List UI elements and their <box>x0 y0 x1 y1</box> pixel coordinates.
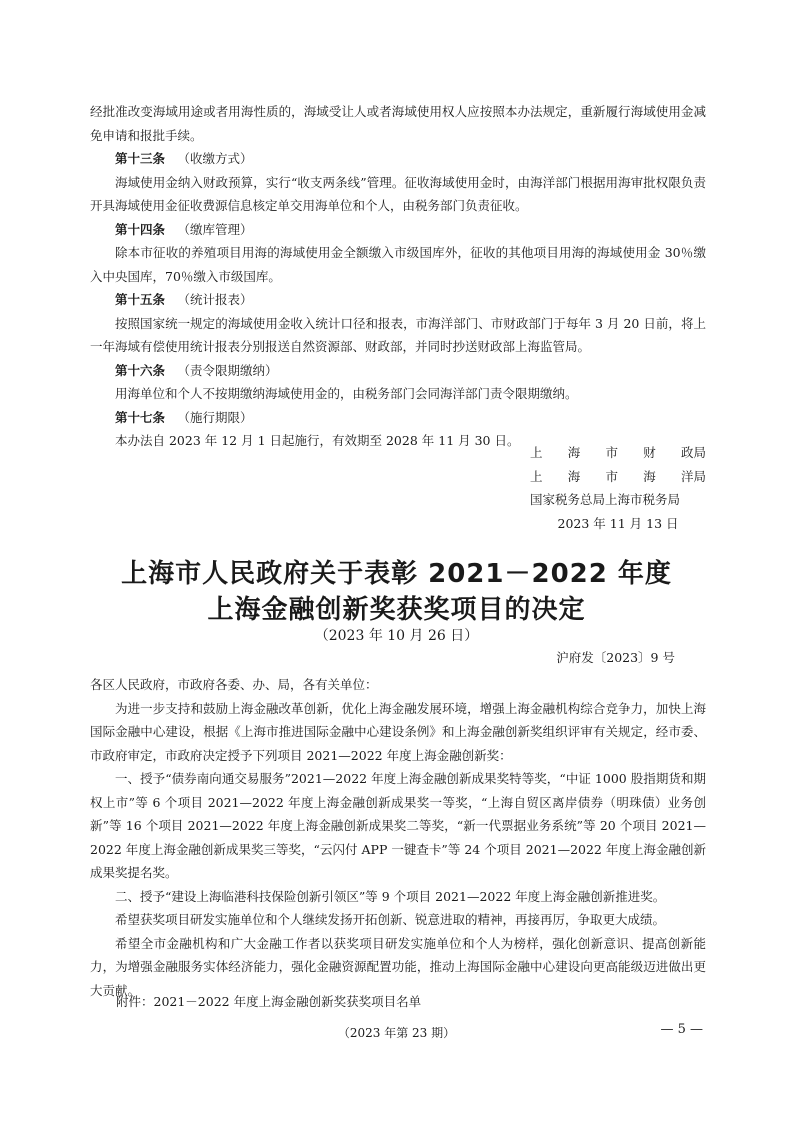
article-16-body: 用海单位和个人不按期缴纳海域使用金的，由税务部门会同海洋部门责令限期缴纳。 <box>115 386 578 401</box>
decision-date: （2023 年 10 月 26 日） <box>314 628 479 644</box>
decision-title-line-2: 上海金融创新奖获奖项目的决定 <box>207 595 586 625</box>
paragraph-carryover: 经批准改变海域用途或者用海性质的，海域受让人或者海域使用权人应按照本办法规定，重新履行海域使用金减免申请和报批手续。 <box>90 104 706 143</box>
article-13-heading: 第十三条 （收缴方式） <box>115 151 253 166</box>
article-16-heading: 第十六条 （责令限期缴纳） <box>115 362 278 378</box>
decision-body <box>90 673 706 1002</box>
article-17-body: 本办法自 2023 年 12 月 1 日起施行，有效期至 2028 年 11 月 30 日。 <box>115 433 520 448</box>
page-number: — 5 — <box>660 1022 703 1037</box>
paragraph-intro: 为进一步支持和鼓励上海金融改革创新，优化上海金融发展环境，增强上海金融机构综合竞争力，加快上海国际金融中心建设，根据《上海市推进国际金融中心建设条例》和上海金融创新奖组织评审有关规定，经市委、市政府审定，市政府决定授予下列项目 2021—2022 年度上海金融创新奖： <box>90 700 706 763</box>
article-15-heading: 第十五条 （统计报表） <box>115 292 253 307</box>
paragraph-hope-winners: 希望获奖项目研发实施单位和个人继续发扬开拓创新、锐意进取的精神，再接再厉，争取更大成绩。 <box>115 912 666 927</box>
document-number: 沪府发〔2023〕9 号 <box>556 650 675 665</box>
article-17-heading: 第十七条 （施行期限） <box>115 409 253 425</box>
signatory-ocean-bureau: 上 海 市 海 洋局 <box>530 468 706 484</box>
article-15-body: 按照国家统一规定的海域使用金收入统计口径和报表，市海洋部门、市财政部门于每年 3 月 20 日前，将上一年海域有偿使用统计报表分别报送自然资源部、财政部，并同时抄送财政部上海监管局。 <box>90 315 706 354</box>
signatories <box>530 441 706 535</box>
article-14-body: 除本市征收的养殖项目用海的海域使用金全额缴入市级国库外，征收的其他项目用海的海域使用金 30％缴入中央国库，70％缴入市级国库。 <box>90 245 706 284</box>
issue-number: （2023 年第 23 期） <box>337 1026 456 1040</box>
attachment-note: 附件：2021－2022 年度上海金融创新奖获奖项目名单 <box>116 994 422 1009</box>
signatory-finance-bureau: 上 海 市 财 政局 <box>530 445 706 460</box>
article-14-heading: 第十四条 （缴库管理） <box>115 221 253 237</box>
paragraph-hope-all: 希望全市金融机构和广大金融工作者以获奖项目研发实施单位和个人为榜样，强化创新意识、提高创新能力，为增强金融服务实体经济能力，强化金融资源配置功能，推动上海国际金融中心建设向更高能级迈进做出更大贡献。 <box>90 935 706 998</box>
addressee: 各区人民政府，市政府各委、办、局，各有关单位： <box>90 677 378 692</box>
paragraph-award-2: 二、授予“建设上海临港科技保险创新引领区”等 9 个项目 2021—2022 年度上海金融创新推进奖。 <box>115 888 666 904</box>
signatory-tax-bureau: 国家税务总局上海市税务局 <box>530 492 681 507</box>
paragraph-award-1: 一、授予“债券南向通交易服务”2021—2022 年度上海金融创新成果奖特等奖，“中证 1000 股指期货和期权上市”等 6 个项目 2021—2022 年度上海金融创新成果奖一等奖，“上海自贸区离岸债券（明珠债）业务创新”等 16 个项目 2021—2022 年度上海金融创新成果奖二等奖，“新一代票据业务系统”等 20 个项目 2021—2022 年度上海金融创新成果奖三等奖，“云闪付 APP 一键查卡”等 24 个项目 2021—2022 年度上海金融创新成果奖提名奖。 <box>90 771 706 880</box>
article-13-body: 海域使用金纳入财政预算，实行“收支两条线”管理。征收海域使用金时，由海洋部门根据用海审批权限负责开具海域使用金征收费源信息核定单交用海单位和个人，由税务部门负责征收。 <box>90 174 706 213</box>
decision-title-line-1: 上海市人民政府关于表彰 2021－2022 年度 <box>121 559 672 589</box>
regulation-continuation <box>90 100 706 453</box>
signatory-date: 2023 年 11 月 13 日 <box>557 515 679 531</box>
